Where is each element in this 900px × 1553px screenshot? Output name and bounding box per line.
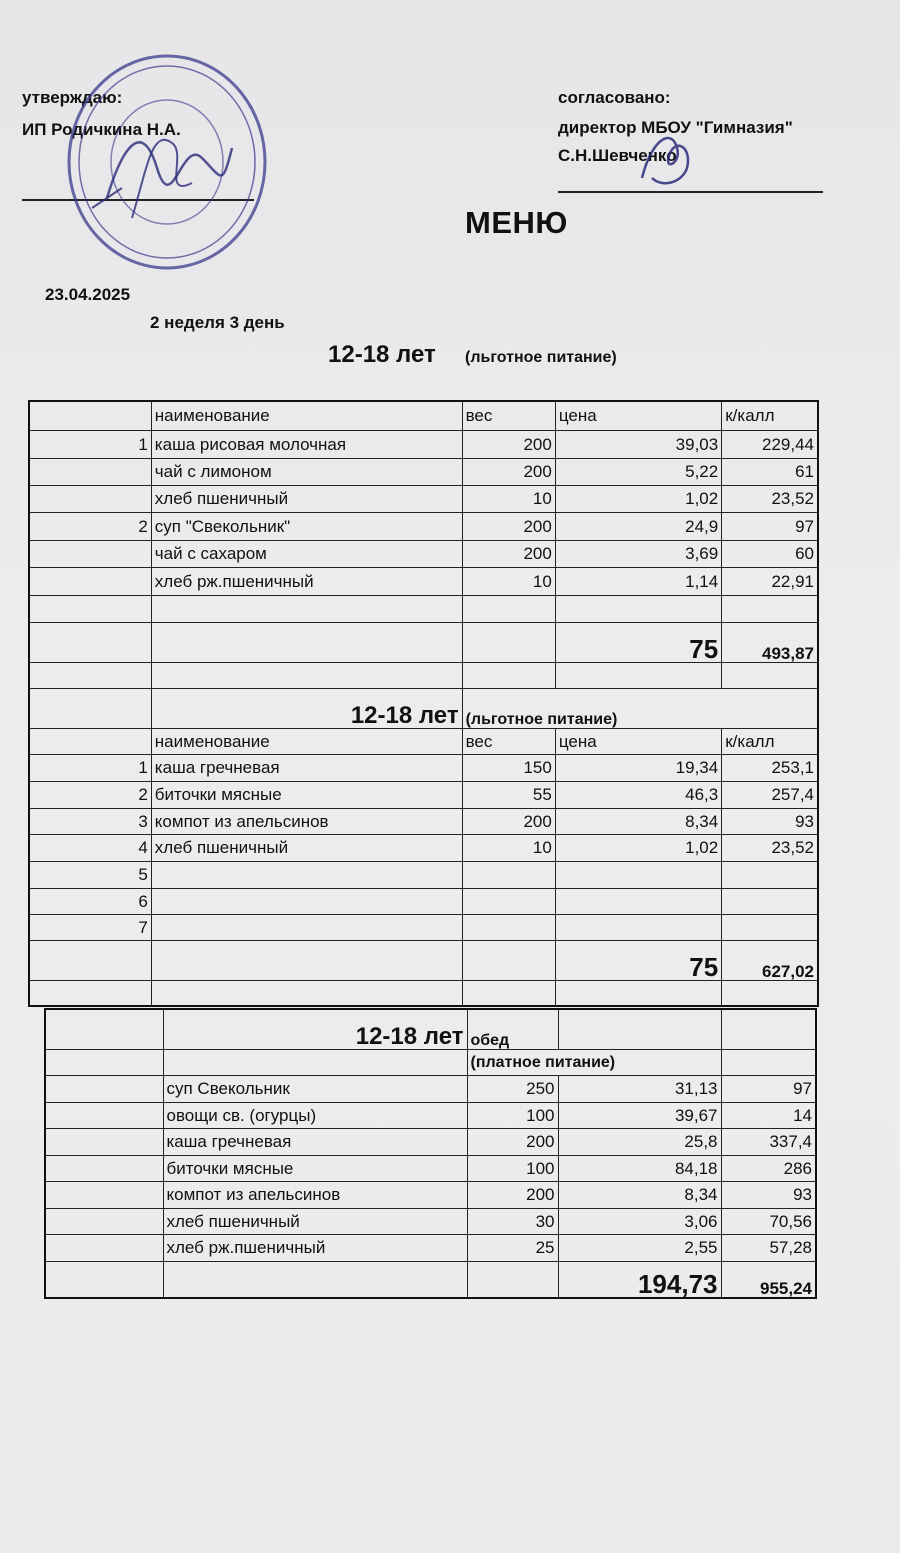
menu-table-section1 xyxy=(28,400,819,1007)
dish-weight: 100 xyxy=(467,1102,558,1128)
col-price-header: цена xyxy=(555,401,721,430)
dish-weight: 100 xyxy=(467,1155,558,1181)
table-row xyxy=(45,1155,816,1181)
dish-kcal: 23,52 xyxy=(722,485,818,512)
total-kcal: 493,87 xyxy=(722,622,818,662)
table-row xyxy=(29,458,818,485)
dish-price: 25,8 xyxy=(558,1128,721,1155)
dish-weight: 200 xyxy=(462,540,555,567)
section3-meal: обед xyxy=(467,1009,558,1049)
dish-price: 1,02 xyxy=(555,485,721,512)
dish-kcal: 57,28 xyxy=(721,1234,816,1261)
section2-note: (льготное питание) xyxy=(462,688,722,728)
dish-kcal: 61 xyxy=(722,458,818,485)
dish-weight: 25 xyxy=(467,1234,558,1261)
row-number: 2 xyxy=(29,512,151,540)
dish-price: 84,18 xyxy=(558,1155,721,1181)
table-row xyxy=(29,834,818,861)
section3-note-row xyxy=(45,1049,816,1075)
dish-price: 39,67 xyxy=(558,1102,721,1128)
dish-price: 24,9 xyxy=(555,512,721,540)
table-row xyxy=(45,1234,816,1261)
dish-name: овощи св. (огурцы) xyxy=(163,1102,467,1128)
table-row xyxy=(29,861,818,888)
table-row xyxy=(45,1102,816,1128)
table-row xyxy=(29,485,818,512)
table-row xyxy=(29,754,818,781)
total-row xyxy=(45,1261,816,1298)
dish-weight: 10 xyxy=(462,485,555,512)
table-row xyxy=(45,1075,816,1102)
menu-date: 23.04.2025 xyxy=(45,285,131,304)
section2-heading-row xyxy=(29,688,818,728)
menu-table-section3 xyxy=(44,1008,817,1299)
col-price-header: цена xyxy=(555,728,721,754)
dish-name: чай с сахаром xyxy=(151,540,462,567)
dish-kcal: 97 xyxy=(722,512,818,540)
row-number: 1 xyxy=(29,430,151,458)
row-number xyxy=(29,485,151,512)
table-row xyxy=(29,512,818,540)
dish-name: хлеб рж.пшеничный xyxy=(163,1234,467,1261)
dish-price: 39,03 xyxy=(555,430,721,458)
dish-name: хлеб пшеничный xyxy=(163,1208,467,1234)
row-number: 5 xyxy=(29,861,151,888)
section3-age: 12-18 лет xyxy=(163,1009,467,1049)
dish-price: 8,34 xyxy=(558,1181,721,1208)
dish-kcal: 70,56 xyxy=(721,1208,816,1234)
dish-kcal: 286 xyxy=(721,1155,816,1181)
dish-weight: 55 xyxy=(462,781,555,808)
dish-name: хлеб рж.пшеничный xyxy=(151,567,462,595)
dish-weight: 200 xyxy=(462,458,555,485)
row-number: 6 xyxy=(29,888,151,914)
director-signature xyxy=(632,118,702,198)
dish-weight: 200 xyxy=(462,808,555,834)
agreed-name: С.Н.Шевченко xyxy=(558,146,677,165)
dish-kcal: 14 xyxy=(721,1102,816,1128)
dish-kcal: 60 xyxy=(722,540,818,567)
section1-age: 12-18 лет xyxy=(328,341,436,368)
table-row xyxy=(29,430,818,458)
dish-name: суп Свекольник xyxy=(163,1075,467,1102)
table-row xyxy=(29,540,818,567)
dish-price: 3,06 xyxy=(558,1208,721,1234)
row-number xyxy=(29,540,151,567)
approver-name: ИП Родичкина Н.А. xyxy=(22,120,181,139)
dish-price: 46,3 xyxy=(555,781,721,808)
dish-kcal: 93 xyxy=(721,1181,816,1208)
table-row xyxy=(29,781,818,808)
dish-price: 31,13 xyxy=(558,1075,721,1102)
empty-row xyxy=(29,595,818,622)
row-number xyxy=(29,458,151,485)
table-row xyxy=(29,567,818,595)
dish-price: 5,22 xyxy=(555,458,721,485)
table-row xyxy=(45,1208,816,1234)
dish-name: чай с лимоном xyxy=(151,458,462,485)
menu-week-day: 2 неделя 3 день xyxy=(150,313,285,332)
dish-weight: 200 xyxy=(462,430,555,458)
table-row xyxy=(45,1181,816,1208)
dish-kcal: 97 xyxy=(721,1075,816,1102)
row-number: 4 xyxy=(29,834,151,861)
seal-stamp xyxy=(62,48,272,276)
table-header-row xyxy=(29,401,818,430)
dish-name: биточки мясные xyxy=(163,1155,467,1181)
dish-price: 8,34 xyxy=(555,808,721,834)
page-title: МЕНЮ xyxy=(465,205,568,240)
dish-weight: 200 xyxy=(467,1181,558,1208)
dish-weight: 10 xyxy=(462,567,555,595)
dish-name: компот из апельсинов xyxy=(163,1181,467,1208)
dish-name: каша рисовая молочная xyxy=(151,430,462,458)
dish-price: 1,14 xyxy=(555,567,721,595)
dish-kcal: 257,4 xyxy=(722,781,818,808)
dish-kcal: 93 xyxy=(722,808,818,834)
section2-age: 12-18 лет xyxy=(151,688,462,728)
dish-name: суп "Свекольник" xyxy=(151,512,462,540)
dish-price: 19,34 xyxy=(555,754,721,781)
total-row xyxy=(29,622,818,662)
dish-weight: 250 xyxy=(467,1075,558,1102)
dish-kcal: 23,52 xyxy=(722,834,818,861)
table-row xyxy=(29,914,818,940)
col-name-header: наименование xyxy=(151,401,462,430)
dish-weight: 10 xyxy=(462,834,555,861)
total-price: 194,73 xyxy=(558,1261,721,1298)
dish-kcal: 229,44 xyxy=(722,430,818,458)
dish-kcal: 253,1 xyxy=(722,754,818,781)
table-row xyxy=(29,808,818,834)
col-kcal-header: к/калл xyxy=(722,401,818,430)
table-header-row xyxy=(29,728,818,754)
dish-name: каша гречневая xyxy=(151,754,462,781)
dish-price: 3,69 xyxy=(555,540,721,567)
section3-note: (платное питание) xyxy=(467,1049,721,1075)
table-row xyxy=(45,1128,816,1155)
dish-weight: 30 xyxy=(467,1208,558,1234)
row-number xyxy=(29,567,151,595)
section1-note: (льготное питание) xyxy=(465,349,617,366)
col-weight-header: вес xyxy=(462,401,555,430)
dish-kcal: 337,4 xyxy=(721,1128,816,1155)
dish-name: каша гречневая xyxy=(163,1128,467,1155)
dish-name: компот из апельсинов xyxy=(151,808,462,834)
row-number: 3 xyxy=(29,808,151,834)
total-price: 75 xyxy=(555,940,721,980)
dish-price: 1,02 xyxy=(555,834,721,861)
agreed-label: согласовано: xyxy=(558,88,671,107)
total-price: 75 xyxy=(555,622,721,662)
col-name-header: наименование xyxy=(151,728,462,754)
dish-name: хлеб пшеничный xyxy=(151,834,462,861)
agreed-position: директор МБОУ "Гимназия" xyxy=(558,118,793,137)
section3-heading-row xyxy=(45,1009,816,1049)
total-row xyxy=(29,940,818,980)
row-number: 7 xyxy=(29,914,151,940)
col-kcal-header: к/калл xyxy=(722,728,818,754)
total-kcal: 955,24 xyxy=(721,1261,816,1298)
dish-name: биточки мясные xyxy=(151,781,462,808)
approve-label: утверждаю: xyxy=(22,88,123,107)
table-row xyxy=(29,888,818,914)
dish-weight: 200 xyxy=(462,512,555,540)
total-kcal: 627,02 xyxy=(722,940,818,980)
row-number: 1 xyxy=(29,754,151,781)
empty-row xyxy=(29,980,818,1006)
col-weight-header: вес xyxy=(462,728,555,754)
dish-weight: 150 xyxy=(462,754,555,781)
dish-name: хлеб пшеничный xyxy=(151,485,462,512)
dish-price: 2,55 xyxy=(558,1234,721,1261)
dish-kcal: 22,91 xyxy=(722,567,818,595)
dish-weight: 200 xyxy=(467,1128,558,1155)
empty-row xyxy=(29,662,818,688)
row-number: 2 xyxy=(29,781,151,808)
